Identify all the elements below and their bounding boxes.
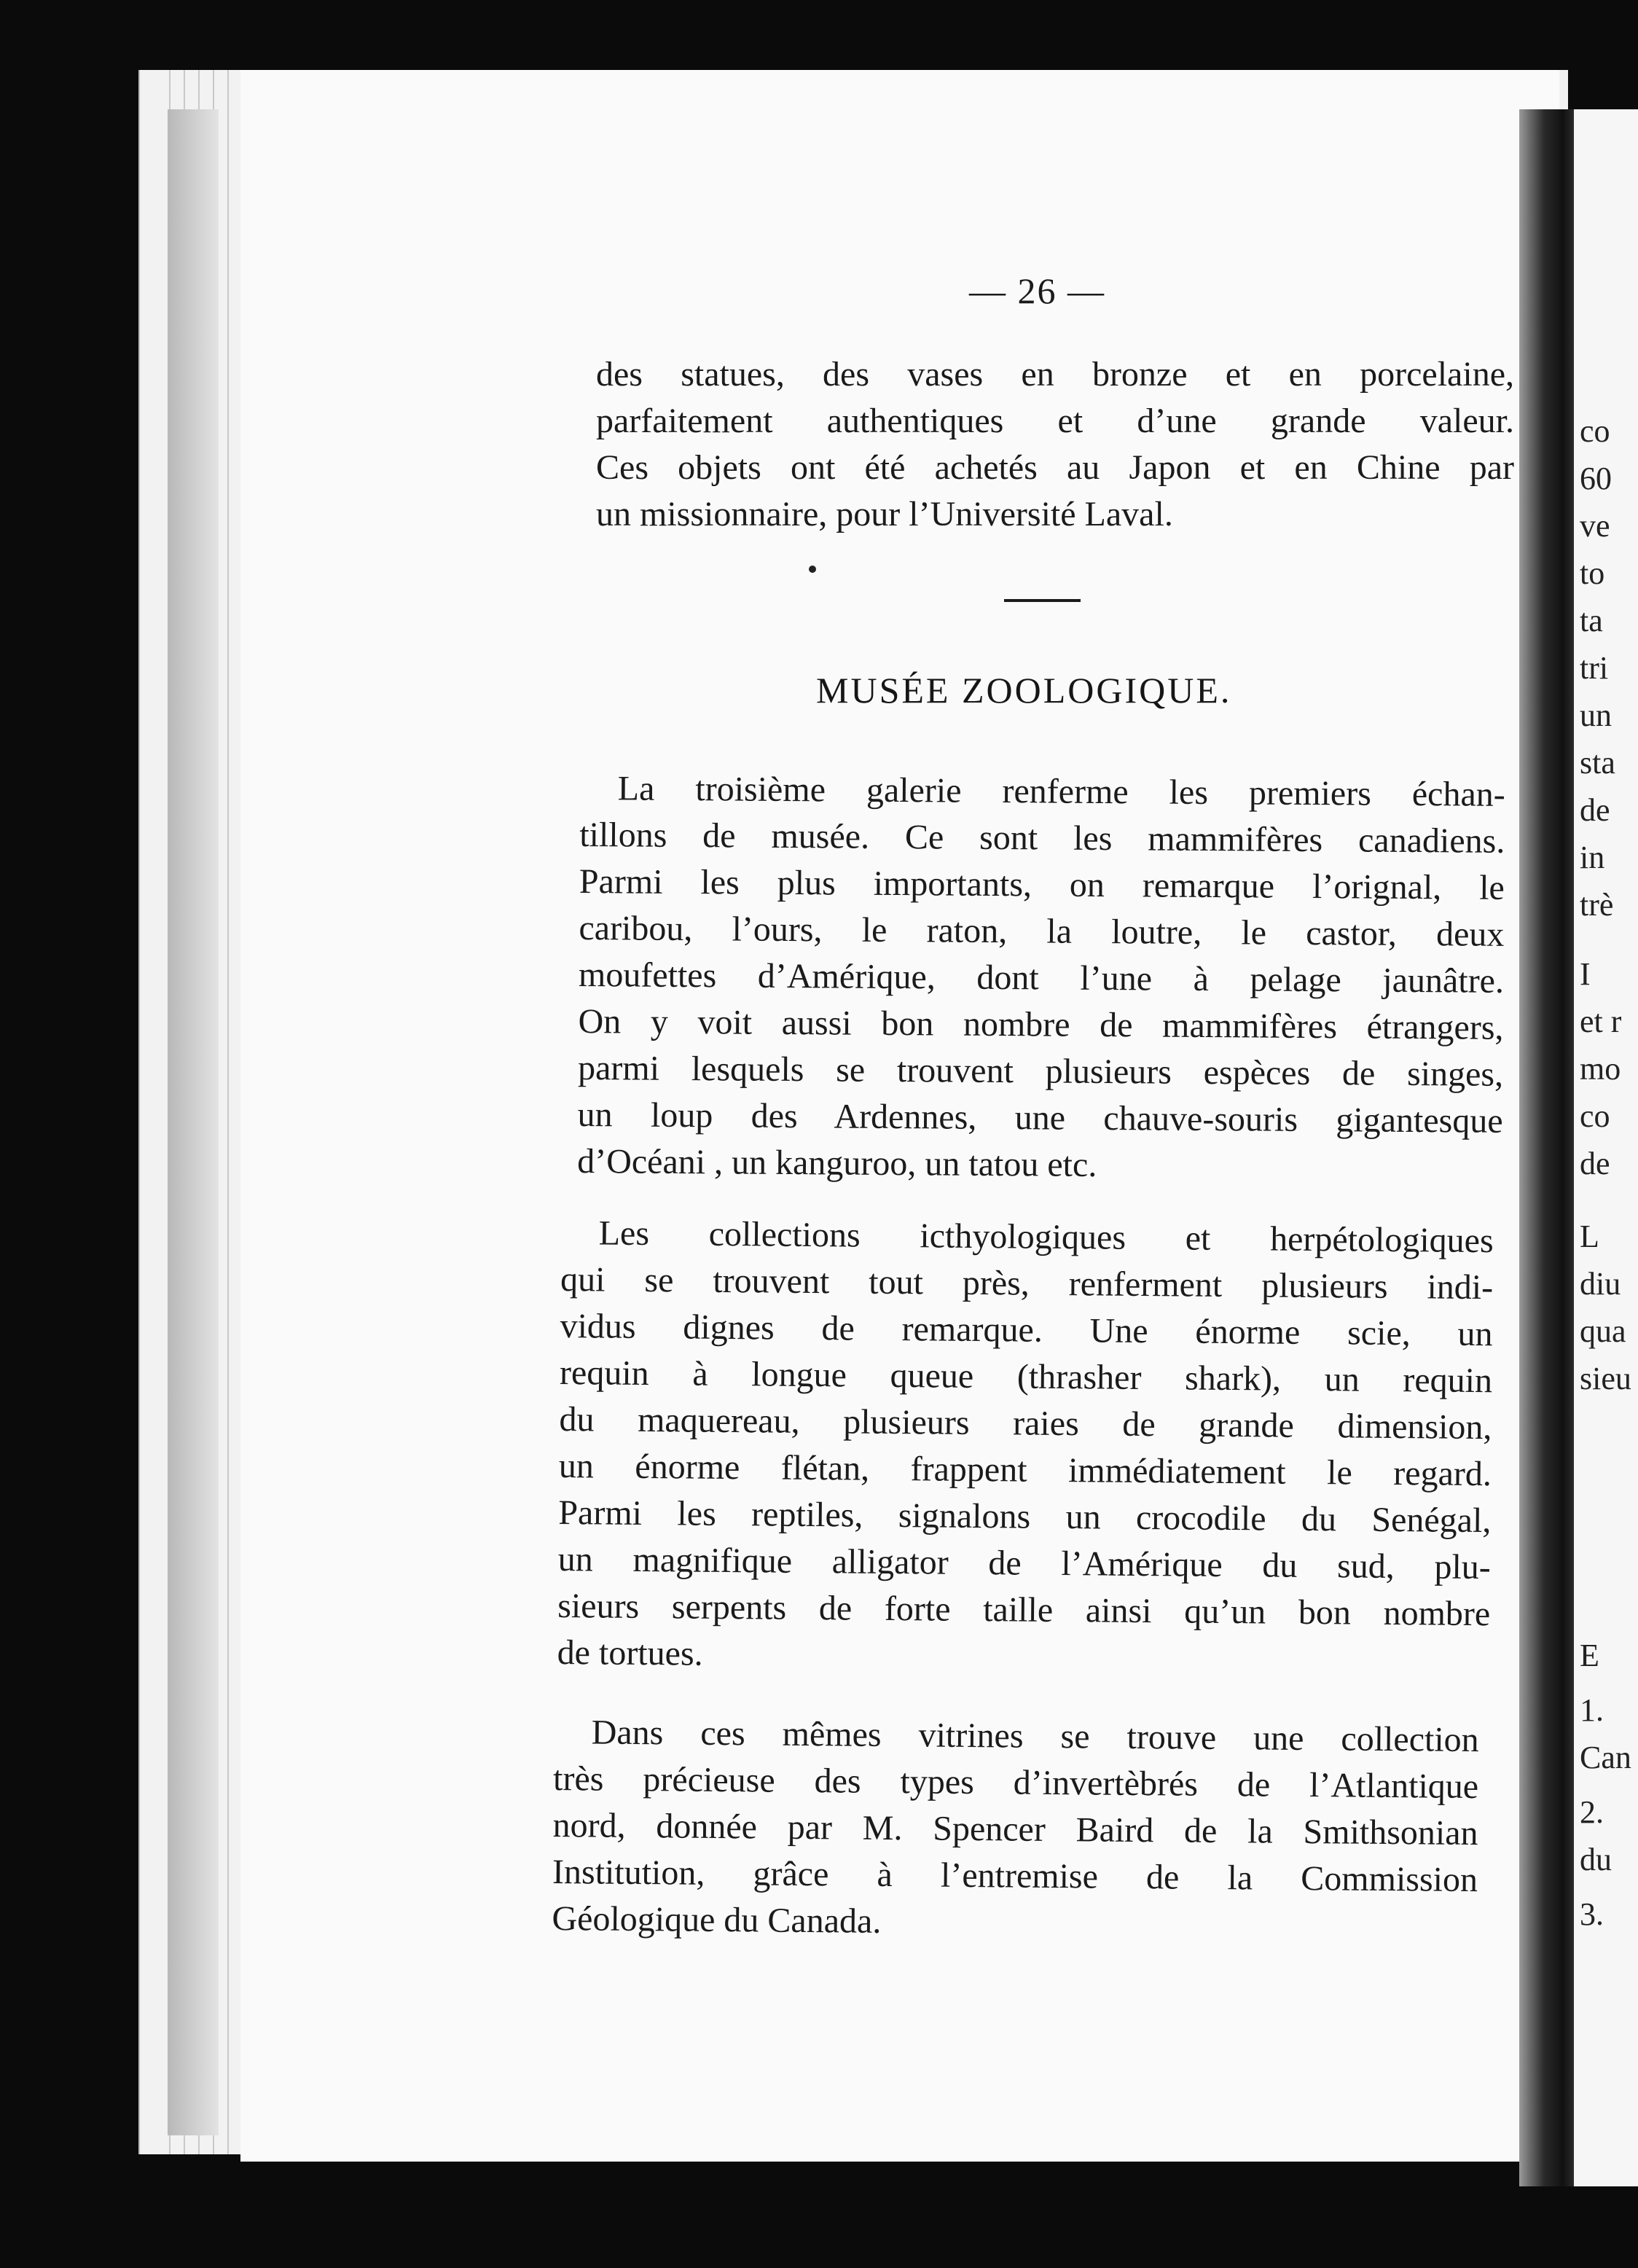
text-line: un loup des Ardennes, une chauve-souris gigantesque bbox=[577, 1095, 1503, 1141]
text-line: Ces objets ont été achetés au Japon et en Chine par bbox=[596, 448, 1514, 487]
text-line: On y voit aussi bon nombre de mammifères étrangers, bbox=[578, 1001, 1504, 1047]
ink-dot bbox=[809, 566, 816, 573]
text-line: Géologique du Canada. bbox=[552, 1899, 882, 1941]
text-line: Parmi les plus importants, on remarque l’orignal, le bbox=[579, 861, 1505, 907]
text-line: très précieuse des types d’invertèbrés de l’Atlantique bbox=[552, 1759, 1479, 1807]
text-line: La troisième galerie renferme les premiers échan- bbox=[617, 769, 1505, 814]
facing-page-fragment: mo bbox=[1580, 1051, 1621, 1087]
facing-page bbox=[1574, 109, 1638, 2186]
facing-page-fragment: co bbox=[1580, 1098, 1610, 1134]
facing-page-fragment: diu bbox=[1580, 1266, 1621, 1302]
text-line: parfaitement authentiques et d’une grande valeur. bbox=[596, 402, 1514, 440]
text-line: qui se trouvent tout près, renferment plusieurs indi- bbox=[560, 1259, 1494, 1307]
text-line: Les collections icthyologiques et herpétologiques bbox=[598, 1213, 1494, 1261]
text-line: Institution, grâce à l’entremise de la Commission bbox=[552, 1852, 1478, 1900]
text-line: du maquereau, plusieurs raies de grande dimension, bbox=[559, 1399, 1492, 1447]
text-line: vidus dignes de remarque. Une énorme scie, un bbox=[560, 1306, 1493, 1354]
facing-page-fragment: 60 bbox=[1580, 461, 1612, 496]
text-line: moufettes d’Amérique, dont l’une à pelage jaunâtre. bbox=[578, 955, 1505, 1001]
facing-page-fragment: de bbox=[1580, 792, 1610, 828]
section-divider bbox=[1004, 599, 1081, 602]
facing-page-fragment: to bbox=[1580, 555, 1605, 591]
book-edge-strip bbox=[168, 109, 219, 2135]
facing-page-fragment: et r bbox=[1580, 1004, 1622, 1039]
facing-page-fragment: 3. bbox=[1580, 1896, 1604, 1932]
text-line: un missionnaire, pour l’Université Laval. bbox=[596, 495, 1173, 533]
facing-page-fragment: sieu bbox=[1580, 1361, 1631, 1396]
facing-page-fragment: 2. bbox=[1580, 1794, 1604, 1830]
text-line: un énorme flétan, frappent immédiatement le regard. bbox=[558, 1446, 1492, 1494]
facing-page-fragment: Can bbox=[1580, 1740, 1631, 1775]
text-line: Dans ces mêmes vitrines se trouve une collection bbox=[591, 1713, 1479, 1760]
facing-page-fragment: de bbox=[1580, 1146, 1610, 1181]
text-line: un magnifique alligator de l’Amérique du sud, plu- bbox=[557, 1539, 1491, 1587]
facing-page-fragment: ta bbox=[1580, 603, 1603, 638]
book-spine bbox=[1519, 109, 1581, 2186]
facing-page-fragment: tri bbox=[1580, 650, 1609, 686]
text-line: caribou, l’ours, le raton, la loutre, le castor, deux bbox=[579, 908, 1505, 954]
paragraph-porcelain bbox=[596, 351, 1514, 538]
facing-page-fragment: trè bbox=[1580, 887, 1614, 923]
facing-page-fragment: L bbox=[1580, 1219, 1599, 1254]
text-line: sieurs serpents de forte taille ainsi qu’un bon nombre bbox=[557, 1586, 1491, 1634]
text-line: tillons de musée. Ce sont les mammifères canadiens. bbox=[579, 815, 1505, 861]
section-title: MUSÉE ZOOLOGIQUE. bbox=[816, 670, 1232, 711]
text-line: nord, donnée par M. Spencer Baird de la Smithsonian bbox=[552, 1805, 1478, 1853]
page-number: — 26 — bbox=[969, 270, 1105, 311]
facing-page-fragment: I bbox=[1580, 956, 1591, 992]
paragraph-mammals bbox=[577, 765, 1505, 1192]
facing-page-fragment: qua bbox=[1580, 1313, 1626, 1349]
text-line: Parmi les reptiles, signalons un crocodile du Senégal, bbox=[558, 1493, 1492, 1541]
facing-page-fragment: E bbox=[1580, 1638, 1599, 1673]
text-line: requin à longue queue (thrasher shark), un requin bbox=[559, 1353, 1493, 1401]
paragraph-invertebrates bbox=[552, 1709, 1479, 1950]
facing-page-fragment: un bbox=[1580, 697, 1612, 733]
paragraph-fish-reptiles bbox=[557, 1210, 1494, 1684]
facing-page-fragment: in bbox=[1580, 840, 1605, 875]
text-line: parmi lesquels se trouvent plusieurs espèces de singes, bbox=[577, 1048, 1504, 1094]
facing-page-fragment: co bbox=[1580, 413, 1610, 449]
text-line: d’Océani , un kanguroo, un tatou etc. bbox=[577, 1141, 1097, 1184]
facing-page-fragment: du bbox=[1580, 1842, 1612, 1877]
text-line: des statues, des vases en bronze et en porcelaine, bbox=[596, 355, 1514, 394]
text-line: de tortues. bbox=[557, 1632, 703, 1673]
facing-page-fragment: sta bbox=[1580, 745, 1615, 781]
facing-page-fragment: 1. bbox=[1580, 1692, 1604, 1728]
page-edge bbox=[227, 70, 229, 2154]
facing-page-fragment: ve bbox=[1580, 508, 1610, 544]
